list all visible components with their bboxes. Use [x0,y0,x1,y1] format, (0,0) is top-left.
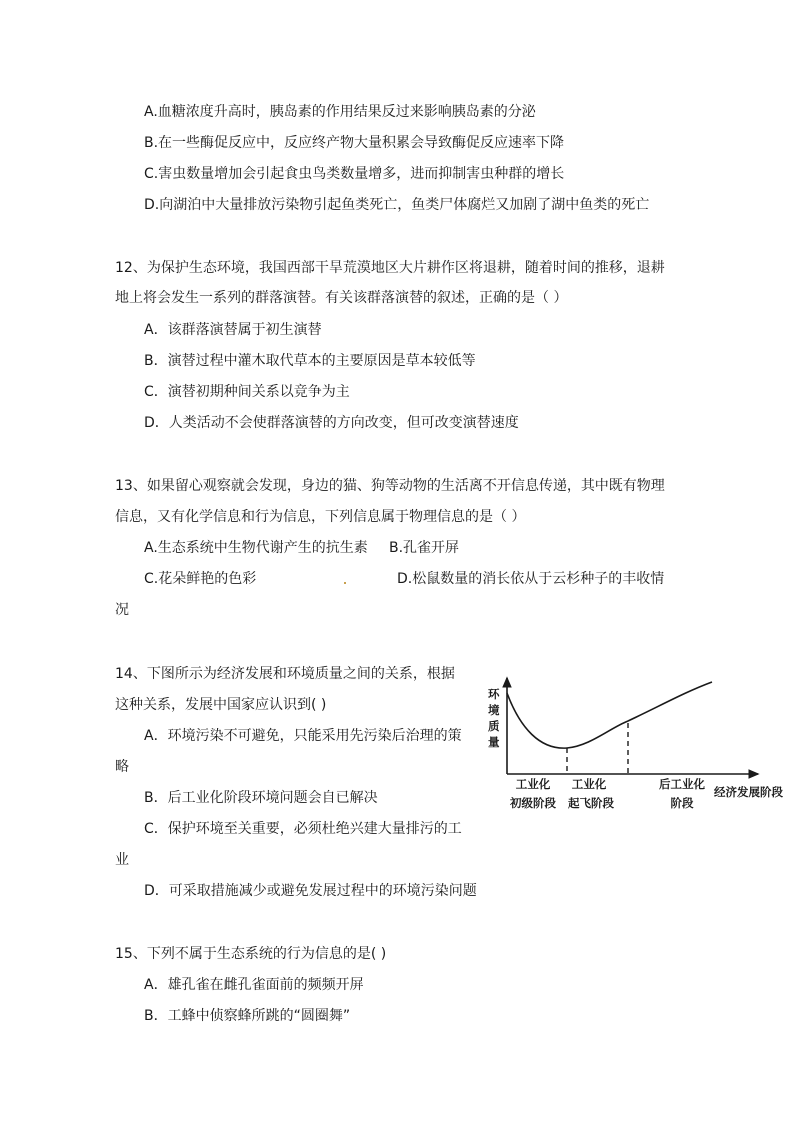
q12-option-a: A．该群落演替属于初生演替 [144,322,322,338]
y-axis-label-char-2: 境 [488,703,500,717]
q11-option-d: D.向湖泊中大量排放污染物引起鱼类死亡，鱼类尸体腐烂又加剧了湖中鱼类的死亡 [144,197,650,213]
stage-2-label-line2: 起飞阶段 [568,796,614,810]
stage-3-label-line1: 后工业化 [659,777,705,791]
q14-option-c-wrap: 业 [115,852,129,868]
q13-option-d-wrap: 况 [115,602,129,618]
q14-stem-line2: 这种关系，发展中国家应认识到( ) [115,697,327,713]
q12-stem-line1: 12、为保护生态环境，我国西部干旱荒漠地区大片耕作区将退耕，随着时间的推移，退耕 [115,260,665,276]
q11-option-a: A.血糖浓度升高时，胰岛素的作用结果反过来影响胰岛素的分泌 [144,104,536,120]
q14-option-d: D．可采取措施减少或避免发展过程中的环境污染问题 [144,883,477,899]
x-axis-label: 经济发展阶段 [714,785,783,799]
q12-option-b: B．演替过程中灌木取代草本的主要原因是草本较低等 [144,353,476,369]
stage-3-label-line2: 阶段 [670,796,694,810]
stray-mark [344,582,346,584]
q15-stem: 15、下列不属于生态系统的行为信息的是( ) [115,946,387,962]
q15-option-a: A．雄孔雀在雌孔雀面前的频频开屏 [144,977,364,993]
q14-stem-line1: 14、下图所示为经济发展和环境质量之间的关系，根据 [115,666,455,682]
q11-option-c: C.害虫数量增加会引起食虫鸟类数量增多，进而抑制害虫种群的增长 [144,166,565,182]
q14-option-a-wrap: 略 [115,759,129,775]
y-axis-label-char-1: 环 [488,687,500,701]
stage-1-label-line2: 初级阶段 [510,796,556,810]
q13-stem-line2: 信息，又有化学信息和行为信息，下列信息属于物理信息的是（ ） [115,509,526,525]
q13-option-a: A.生态系统中生物代谢产生的抗生素 [144,540,368,556]
environment-quality-curve [507,682,712,748]
q13-option-c: C.花朵鲜艳的色彩 [144,571,257,587]
q11-option-b: B.在一些酶促反应中，反应终产物大量积累会导致酶促反应速率下降 [144,135,565,151]
environment-development-diagram [480,668,790,818]
q12-option-c: C．演替初期种间关系以竞争为主 [144,384,350,400]
q15-option-b: B．工蜂中侦察蜂所跳的“圆圈舞” [144,1008,351,1024]
y-axis-label-char-4: 量 [488,735,500,749]
q14-option-a: A．环境污染不可避免，只能采用先污染后治理的策 [144,728,462,744]
q14-option-b: B．后工业化阶段环境问题会自已解决 [144,790,378,806]
q12-option-d: D．人类活动不会使群落演替的方向改变，但可改变演替速度 [144,415,519,431]
q12-stem-line2: 地上将会发生一系列的群落演替。有关该群落演替的叙述，正确的是（ ） [115,290,568,306]
stage-1-label-line1: 工业化 [515,777,551,791]
stage-2-label-line1: 工业化 [571,777,607,791]
q13-stem-line1: 13、如果留心观察就会发现，身边的猫、狗等动物的生活离不开信息传递，其中既有物理 [115,478,665,494]
q14-option-c: C．保护环境至关重要，必须杜绝兴建大量排污的工 [144,821,462,837]
q13-option-d: D.松鼠数量的消长依从于云杉种子的丰收情 [397,571,665,587]
y-axis-label-char-3: 质 [488,719,500,733]
q13-option-b: B.孔雀开屏 [389,540,460,556]
